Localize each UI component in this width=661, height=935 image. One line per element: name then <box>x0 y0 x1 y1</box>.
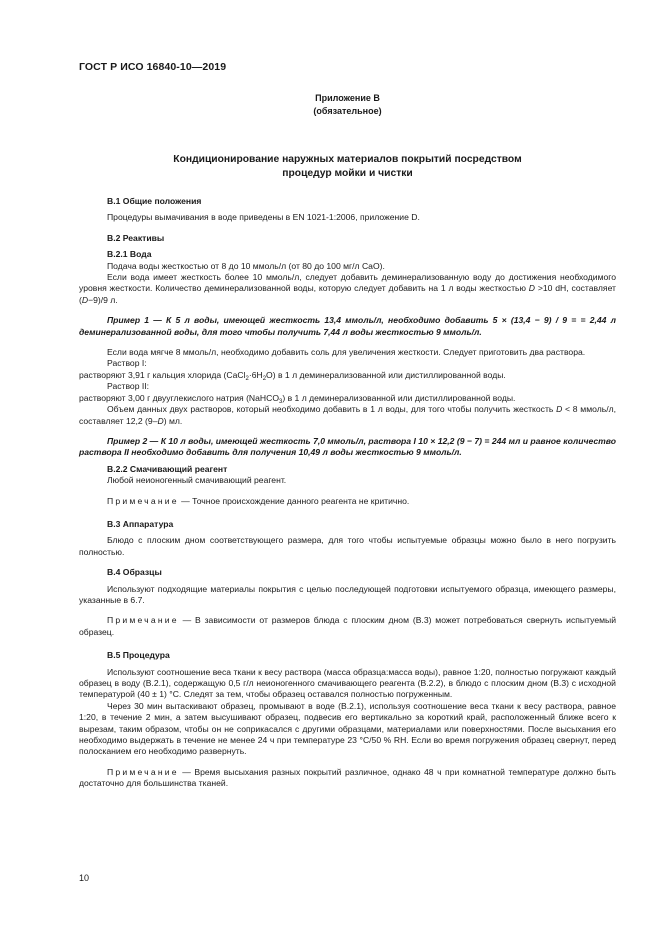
solution-2-text: растворяют 3,00 г двууглекислого натрия (NaHCO$_3$) в 1 л деминерализованной или дистиллированной воды. <box>79 392 516 405</box>
document-body <box>79 196 616 790</box>
document-code: ГОСТ Р ИСО 16840-10—2019 <box>79 61 227 73</box>
solution-volume-paragraph: Объем данных двух растворов, который необходимо добавить в 1 л воды, для того чтобы получить жесткость D < 8 ммоль/л, составляет 12,2 (9–D) мл. <box>79 404 616 426</box>
section-b5-heading: В.5 Процедура <box>107 650 170 661</box>
appendix-heading <box>79 92 616 118</box>
wetting-agent-note: Примечание — Точное происхождение данного реагента не критично. <box>107 495 410 506</box>
section-b22-heading: В.2.2 Смачивающий реагент <box>107 463 228 474</box>
appendix-name: Приложение В <box>315 93 380 103</box>
note-label: Примечание <box>107 495 179 506</box>
apparatus-text: Блюдо с плоским дном соответствующего размера, для того чтобы испытуемые образцы можно было в него погрузить полностью. <box>79 535 616 557</box>
samples-text: Используют подходящие материалы покрытия с целью последующей подготовки испытуемого образца, имеющего размеры, указанные в 6.7. <box>79 583 616 605</box>
samples-note: Примечание — В зависимости от размеров блюда с плоским дном (В.3) может потребоваться свернуть испытуемый образец. <box>79 615 616 637</box>
note-label: Примечание <box>107 766 179 777</box>
appendix-title <box>79 153 616 181</box>
procedure-note: Примечание — Время высыхания разных покрытий различное, однако 48 ч при комнатной температуре должно быть достаточно для большинства тканей. <box>79 766 616 789</box>
note-label: Примечание <box>107 615 179 626</box>
appendix-title-line-2: процедур мойки и чистки <box>282 168 413 179</box>
section-b3-heading: В.3 Аппаратура <box>107 518 174 529</box>
solution-2-label: Раствор II: <box>107 381 150 392</box>
solution-1-label: Раствор I: <box>107 358 147 369</box>
soft-water-paragraph: Если вода мягче 8 ммоль/л, необходимо добавить соль для увеличения жесткости. Следует приготовить два раствора. <box>107 347 586 358</box>
section-b21-heading: В.2.1 Вода <box>107 249 152 260</box>
section-b1-heading: В.1 Общие положения <box>107 196 202 206</box>
page-number: 10 <box>79 873 90 883</box>
appendix-title-line-1: Кондиционирование наружных материалов покрытий посредством <box>173 154 522 165</box>
appendix-status: (обязательное) <box>313 106 382 116</box>
solution-1-text: растворяют 3,91 г кальция хлорида $(CaCl_2\cdot 6H_2O)$ в 1 л деминерализованной или дистиллированной воды. <box>79 369 506 382</box>
hard-water-paragraph: Если вода имеет жесткость более 10 ммоль/л, следует добавить деминерализованную воду до достижения необходимого уровня жесткости. Количество деминерализованной воды, которую следует добавить на 1 л воды жесткостью D >10 dH, составляет (D−9)/9 л. <box>79 272 616 305</box>
procedure-paragraph-1: Используют соотношение веса ткани к весу раствора (масса образца:масса воды), равное 1:20, полностью погружают каждый образец в воду (В.2.1), содержащую 0,5 г/л неионогенного смачивающего реагента (В.2.2), в блюдо с плоским дном (В.3) с исходной температурой (40 ± 1) °С. Следят за тем, чтобы образец оставался полностью погруженным. <box>79 666 616 700</box>
section-b1-text: Процедуры вымачивания в воде приведены в EN 1021-1:2006, приложение D. <box>107 212 420 223</box>
wetting-agent-text: Любой неионогенный смачивающий реагент. <box>107 475 287 486</box>
procedure-paragraph-2: Через 30 мин вытаскивают образец, промывают в воде (В.2.1), используя соотношение веса ткани к весу раствора, равное 1:20, в течение 2 мин, а затем высушивают образец, подвесив его вертикально за короткий край, расположенный ближе всего к вырезам, таким образом, чтобы он не соприкасался с другими образцами, материалами или поверхностями. После высыхания его необходимо выдержать в течение не менее 24 ч при температуре 23 °С/50 % RH. Если во время погружения образец свернут, перед полосканием его необходимо развернуть. <box>79 700 616 757</box>
water-supply-paragraph: Подача воды жесткостью от 8 до 10 ммоль/л (от 80 до 100 мг/л CaO). <box>107 260 385 271</box>
example-2: Пример 2 — К 10 л воды, имеющей жесткость 7,0 ммоль/л, раствора I 10 × 12,2 (9 − 7) = 244 мл и равное количество раствора II необходимо добавить для получения 10,49 л воды жесткостью 9 ммоль/л. <box>79 435 616 458</box>
section-b2-heading: В.2 Реактивы <box>107 232 165 243</box>
section-b4-heading: В.4 Образцы <box>107 567 162 578</box>
example-1: Пример 1 — К 5 л воды, имеющей жесткость 13,4 ммоль/л, необходимо добавить 5 × (13,4 − 9) / 9 = = 2,44 л деминерализованной воды, для того чтобы получить 7,44 л воды жесткостью 9 ммоль/л. <box>79 315 616 337</box>
